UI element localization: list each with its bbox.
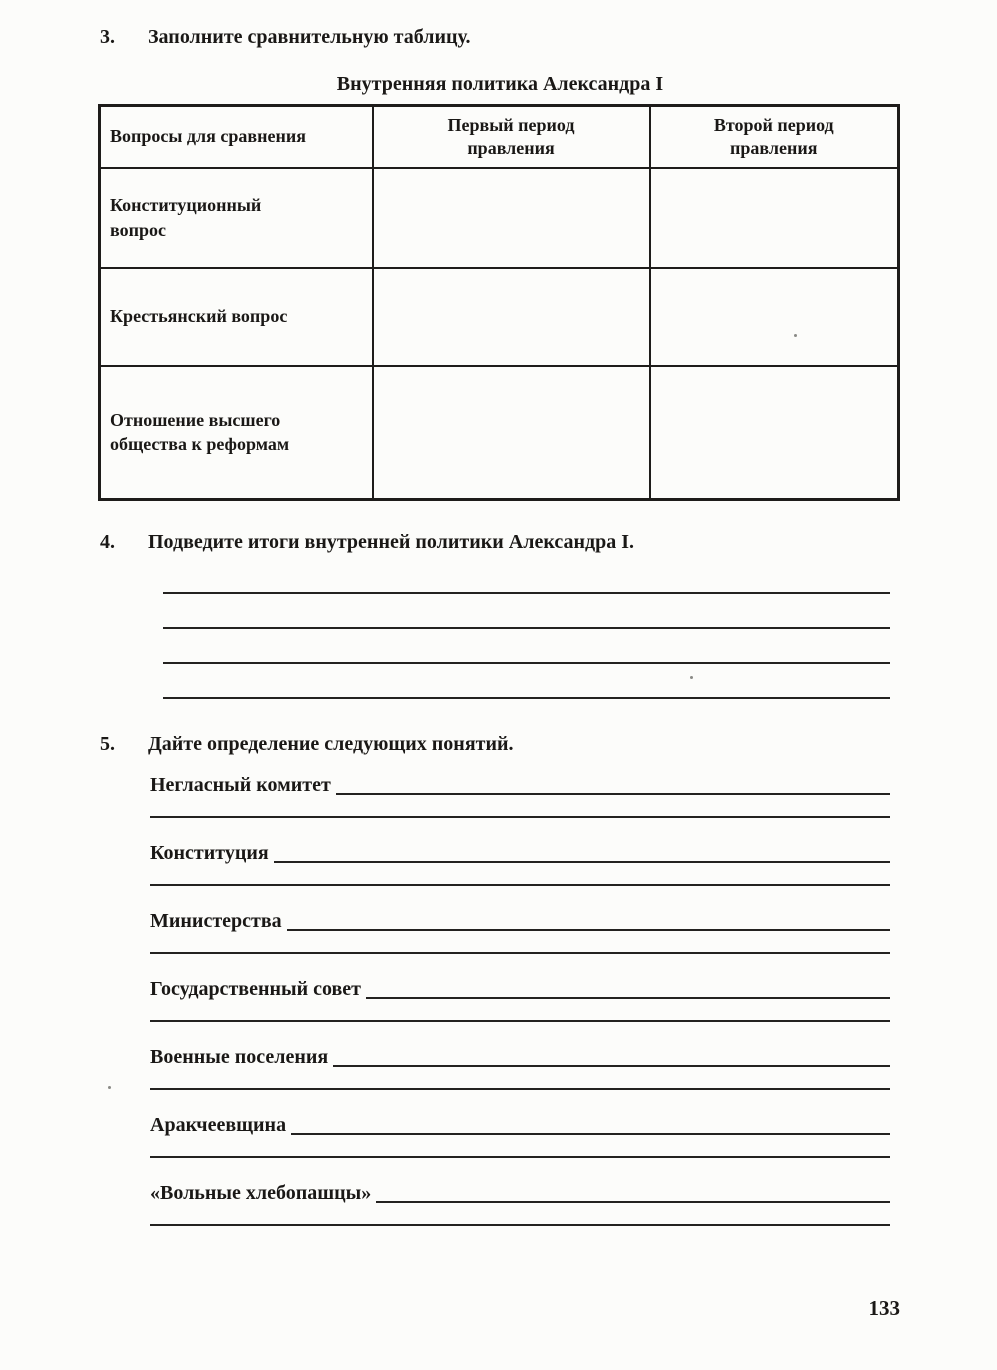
task-3-instruction: Заполните сравнительную таблицу. xyxy=(148,26,471,48)
row-label-peasant xyxy=(100,268,373,366)
answer-line xyxy=(150,816,890,818)
task-4-heading xyxy=(100,531,900,554)
answer-line xyxy=(150,1020,890,1022)
answer-line xyxy=(163,627,890,629)
answer-line xyxy=(333,1065,890,1067)
answer-cell xyxy=(373,268,650,366)
task-4-instruction: Подведите итоги внутренней политики Александра I. xyxy=(148,531,635,553)
task-5-number: 5. xyxy=(100,733,115,755)
answer-line xyxy=(150,952,890,954)
answer-line xyxy=(376,1201,890,1203)
answer-line xyxy=(150,1088,890,1090)
task-5-heading xyxy=(100,733,900,756)
term-label: Государственный совет xyxy=(150,978,362,1000)
term-block-volnye-khlebopashtsy xyxy=(150,1180,890,1226)
row-label-text: Конституционный вопрос xyxy=(110,195,262,240)
scan-speckle xyxy=(794,334,797,337)
answer-line xyxy=(150,1224,890,1226)
table-row xyxy=(100,366,899,500)
row-label-society xyxy=(100,366,373,500)
task-4-number: 4. xyxy=(100,531,115,553)
page-number: 133 xyxy=(868,1296,900,1320)
answer-line xyxy=(163,662,890,664)
table-title: Внутренняя политика Александра I xyxy=(336,73,664,95)
header-questions-label: Вопросы для сравнения xyxy=(110,126,306,147)
term-label: «Вольные хлебопашцы» xyxy=(150,1182,372,1204)
task-3-heading xyxy=(100,26,900,49)
comparison-table xyxy=(98,104,900,501)
answer-line xyxy=(366,997,890,999)
answer-line xyxy=(163,592,890,594)
term-label: Негласный комитет xyxy=(150,774,331,796)
term-block-neglasny-komitet xyxy=(150,772,890,818)
term-block-arakcheevshchina xyxy=(150,1112,890,1158)
row-label-text: Отношение высшего общества к реформам xyxy=(110,409,290,455)
term-label: Военные поселения xyxy=(150,1046,329,1068)
table-header-row xyxy=(100,106,899,168)
table-row xyxy=(100,168,899,268)
answer-line xyxy=(291,1133,890,1135)
header-first-period xyxy=(373,106,650,168)
term-label: Конституция xyxy=(150,842,269,864)
terms-list xyxy=(150,772,890,1226)
term-block-gossovet xyxy=(150,976,890,1022)
header-questions xyxy=(100,106,373,168)
answer-line xyxy=(336,793,890,795)
term-block-voennye-poseleniya xyxy=(150,1044,890,1090)
row-label-constitutional xyxy=(100,168,373,268)
task-4-answer-lines xyxy=(163,592,890,699)
scan-speckle xyxy=(108,1086,111,1089)
table-row xyxy=(100,268,899,366)
header-second-period-label: Второй период правления xyxy=(713,115,834,158)
header-first-period-label: Первый период правления xyxy=(447,115,575,158)
scan-speckle xyxy=(690,676,693,679)
term-block-konstitutsiya xyxy=(150,840,890,886)
term-block-ministerstva xyxy=(150,908,890,954)
term-label: Аракчеевщина xyxy=(150,1114,287,1136)
answer-line xyxy=(150,1156,890,1158)
row-label-text: Крестьянский вопрос xyxy=(110,306,288,327)
answer-line xyxy=(274,861,890,863)
answer-cell xyxy=(650,268,899,366)
header-second-period xyxy=(650,106,899,168)
answer-cell xyxy=(650,366,899,500)
answer-cell xyxy=(650,168,899,268)
task-3-number: 3. xyxy=(100,26,115,48)
term-label: Министерства xyxy=(150,910,282,932)
task-5-instruction: Дайте определение следующих понятий. xyxy=(148,733,514,755)
answer-cell xyxy=(373,168,650,268)
answer-cell xyxy=(373,366,650,500)
answer-line xyxy=(163,697,890,699)
answer-line xyxy=(287,929,890,931)
answer-line xyxy=(150,884,890,886)
